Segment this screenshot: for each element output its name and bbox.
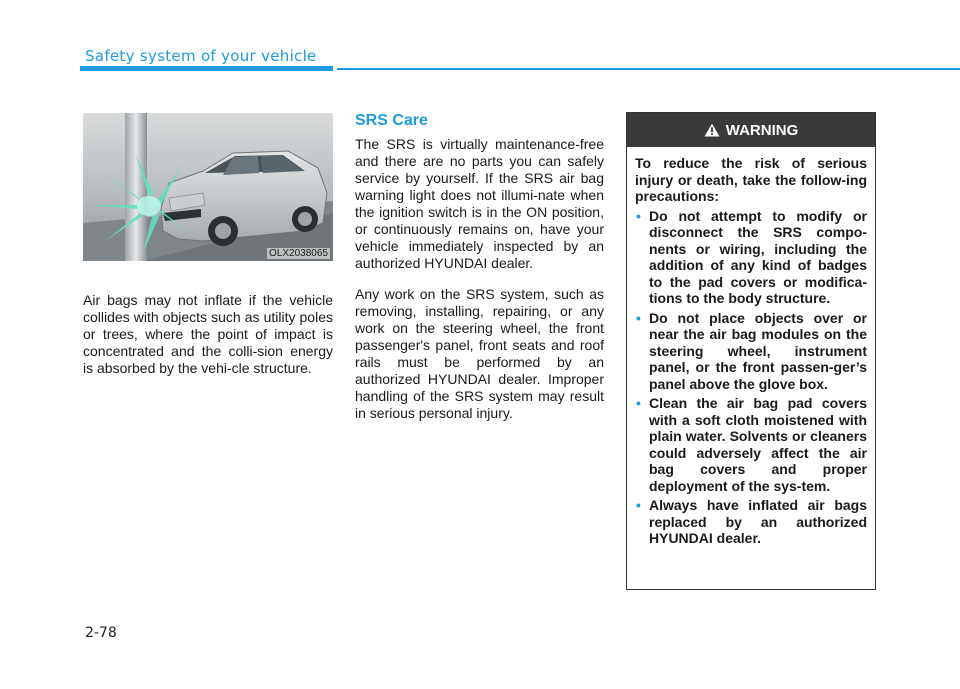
srs-care-paragraph-1: The SRS is virtually maintenance-free and there are no parts you can safely service by yourself. If the SRS air bag warning light does not illumi-nate when the ignition switch is in the ON position, or continuously remains on, have your vehicle immediately inspected by an authorized HYUNDAI dealer. <box>355 136 604 271</box>
warning-item <box>635 310 867 393</box>
srs-care-paragraph-2: Any work on the SRS system, such as removing, installing, repairing, or any work on the steering wheel, the front passenger's panel, front seats and roof rails must be performed by an authorized HYUNDAI dealer. Improper handling of the SRS system may result in serious personal injury. <box>355 286 604 421</box>
warning-item <box>635 395 867 494</box>
car-pole-illustration <box>83 113 333 261</box>
srs-care-heading: SRS Care <box>355 112 428 129</box>
warning-title: WARNING <box>725 121 799 139</box>
warning-intro: To reduce the risk of serious injury or death, take the follow-ing precautions: <box>635 155 867 204</box>
bullet-icon: • <box>636 309 641 326</box>
airbag-note-text: Air bags may not inflate if the vehicle collides with objects such as utility poles or trees, where the point of impact is concentrated and the colli-sion energy is absorbed by the vehi-cle structure. <box>83 292 333 376</box>
warning-box <box>626 112 876 590</box>
warning-triangle-icon <box>704 123 720 137</box>
page-number: 2-78 <box>85 625 117 641</box>
warning-item-text: Always have inflated air bags replaced by an authorized HYUNDAI dealer. <box>649 497 867 546</box>
warning-list <box>635 208 867 547</box>
bullet-icon: • <box>636 497 641 513</box>
warning-item <box>635 497 867 547</box>
warning-item-text: Clean the air bag pad covers with a soft cloth moistened with plain water. Solvents or cleaners could adversely affect the air bag covers and proper deployment of the sys-tem. <box>649 395 867 494</box>
header-rule <box>337 68 960 70</box>
illustration-car-hitting-pole <box>83 113 333 261</box>
warning-header <box>627 113 875 147</box>
figure-code: OLX2038065 <box>269 248 328 259</box>
bullet-icon: • <box>636 207 641 224</box>
warning-item-text: Do not attempt to modify or disconnect the SRS compo-nents or wiring, including the addition of any kind of badges to the pad covers or modifica-tions to the body structure. <box>649 207 867 306</box>
warning-item-text: Do not place objects over or near the air bag modules on the steering wheel, instrument panel, or the front passen-ger’s panel above the glove box. <box>649 309 867 392</box>
header-accent-bar <box>80 66 333 71</box>
bullet-icon: • <box>636 395 641 411</box>
warning-item <box>635 208 867 307</box>
section-title: Safety system of your vehicle <box>85 47 317 65</box>
